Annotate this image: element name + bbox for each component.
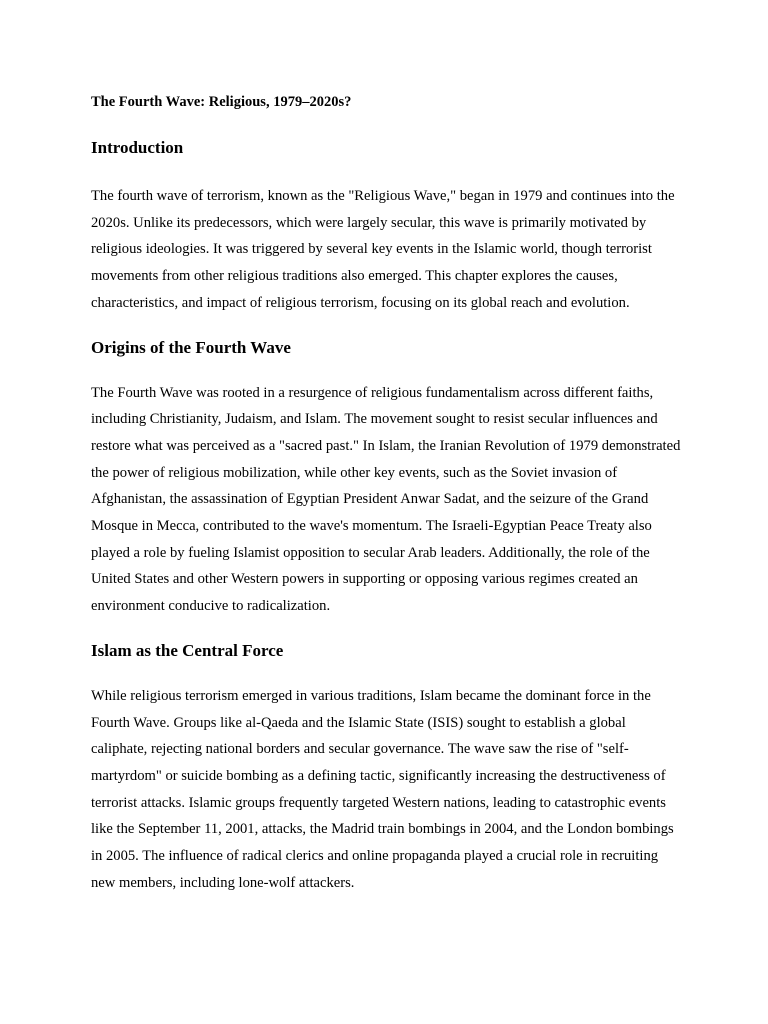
section-heading-origins: Origins of the Fourth Wave [91, 337, 291, 357]
section-paragraph-origins: The Fourth Wave was rooted in a resurgence of religious fundamentalism across different faiths, including Christianity, Judaism, and Islam. The movement sought to resist secular influences and restore what was perceived as a "sacred past." In Islam, the Iranian Revolution of 1979 demonstrated the power of religious mobilization, while other key events, such as the Soviet invasion of Afghanistan, the assassination of Egyptian President Anwar Sadat, and the seizure of the Grand Mosque in Mecca, contributed to the wave's momentum. The Israeli-Egyptian Peace Treaty also played a role by fueling Islamist opposition to secular Arab leaders. Additionally, the role of the United States and other Western powers in supporting or opposing various regimes created an environment conducive to radicalization. [91, 384, 681, 615]
section-paragraph-islam-central-force: While religious terrorism emerged in various traditions, Islam became the dominant force in the Fourth Wave. Groups like al-Qaeda and the Islamic State (ISIS) sought to establish a global caliphate, rejecting national borders and secular governance. The wave saw the rise of "self-martyrdom" or suicide bombing as a defining tactic, significantly increasing the destructiveness of terrorist attacks. Islamic groups frequently targeted Western nations, leading to catastrophic events like the September 11, 2001, attacks, the Madrid train bombings in 2004, and the London bombings in 2005. The influence of radical clerics and online propaganda played a crucial role in recruiting new members, including lone-wolf attackers. [91, 687, 674, 891]
document-title: The Fourth Wave: Religious, 1979–2020s? [91, 94, 352, 110]
section-paragraph-introduction: The fourth wave of terrorism, known as the "Religious Wave," began in 1979 and continues into the 2020s. Unlike its predecessors, which were largely secular, this wave is primarily motivated by religious ideologies. It was triggered by several key events in the Islamic world, though terrorist movements from other religious traditions also emerged. This chapter explores the causes, characteristics, and impact of religious terrorism, focusing on its global reach and evolution. [91, 188, 675, 311]
section-heading-introduction: Introduction [91, 138, 184, 157]
section-heading-islam-central-force: Islam as the Central Force [91, 640, 284, 660]
document-page [91, 92, 681, 896]
